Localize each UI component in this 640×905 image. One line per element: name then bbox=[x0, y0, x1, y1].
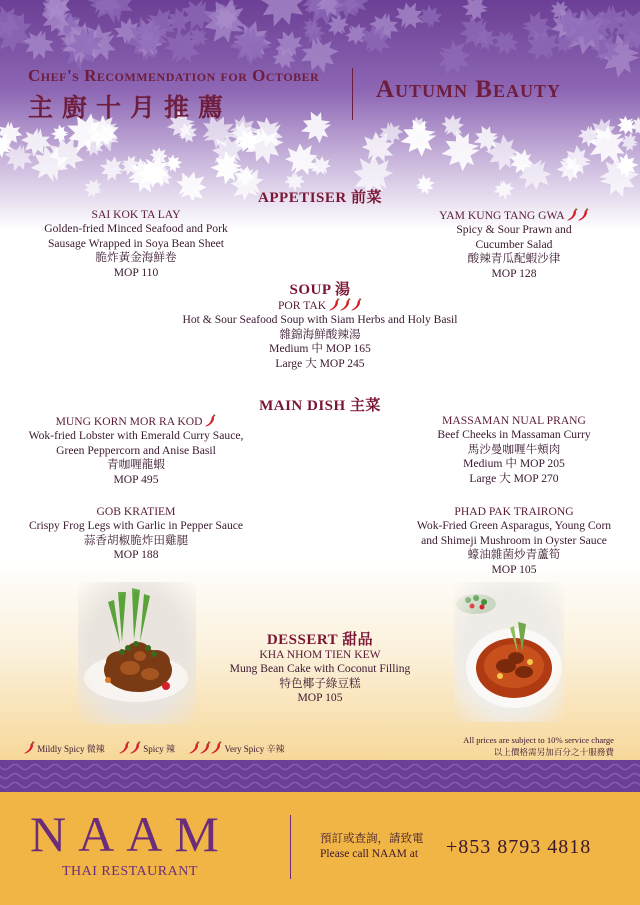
call-text-en: Please call NAAM at bbox=[320, 848, 419, 860]
item-desc: Green Peppercorn and Anise Basil bbox=[56, 443, 216, 457]
service-charge-note bbox=[463, 734, 614, 758]
item-name-zh: 特色椰子綠豆糕 bbox=[279, 676, 361, 690]
chili-icon bbox=[189, 744, 222, 754]
item-name-zh: 雜錦海鮮酸辣湯 bbox=[279, 327, 361, 341]
item-name: YAM KUNG TANG GWA bbox=[439, 209, 564, 222]
item-name-zh: 馬沙曼咖喱牛頰肉 bbox=[467, 442, 561, 456]
item-name: SAI KOK TA LAY bbox=[91, 208, 181, 221]
item-name-zh: 青咖喱龍蝦 bbox=[107, 458, 165, 472]
item-desc: Hot & Sour Seafood Soup with Siam Herbs and Holy Basil bbox=[182, 313, 458, 327]
item-price: MOP 110 bbox=[113, 265, 159, 279]
item-desc: Beef Cheeks in Massaman Curry bbox=[437, 428, 591, 442]
item-desc: Golden-fried Minced Seafood and Pork bbox=[44, 222, 228, 236]
item-price: MOP 105 bbox=[297, 691, 343, 705]
item-name: POR TAK bbox=[277, 299, 327, 312]
item-desc: Crispy Frog Legs with Garlic in Pepper Sauce bbox=[28, 519, 244, 533]
item-price-medium: Medium 中 MOP 165 bbox=[269, 342, 371, 356]
item-name-zh: 酸辣青瓜配蝦沙律 bbox=[467, 252, 561, 266]
dish-photo-frog-legs bbox=[78, 582, 196, 724]
item-desc: Sausage Wrapped in Soya Bean Sheet bbox=[47, 236, 225, 250]
item-desc: and Shimeji Mushroom in Oyster Sauce bbox=[421, 533, 607, 547]
call-text bbox=[320, 832, 424, 862]
item-price: MOP 105 bbox=[491, 562, 537, 576]
item-name: MUNG KORN MOR RA KOD bbox=[55, 415, 203, 428]
item-name-zh: 蒜香胡椒脆炸田雞腿 bbox=[83, 533, 189, 547]
section-title-appetiser: APPETISER 前菜 bbox=[258, 190, 382, 206]
menu-item-massaman-nual-prang bbox=[392, 414, 636, 486]
chili-icon bbox=[567, 209, 589, 222]
item-name: KHA NHOM TIEN KEW bbox=[259, 648, 381, 661]
item-desc: Wok-Fried Green Asparagus, Young Corn bbox=[416, 519, 612, 533]
item-name: GOB KRATIEM bbox=[96, 505, 176, 518]
section-title-main-dish: MAIN DISH 主菜 bbox=[259, 398, 381, 414]
item-name: PHAD PAK TRAIRONG bbox=[454, 505, 574, 518]
item-desc: Cucumber Salad bbox=[475, 237, 553, 251]
spice-legend bbox=[24, 741, 297, 755]
wave-pattern bbox=[0, 765, 640, 770]
legend-spicy: Spicy 辣 bbox=[143, 744, 176, 754]
header-title-en: Chef's Recommendation for October bbox=[28, 66, 320, 85]
note-en: All prices are subject to 10% service charge bbox=[463, 735, 614, 745]
menu-item-sai-kok-ta-lay bbox=[8, 208, 264, 280]
phone-number[interactable]: +853 8793 4818 bbox=[446, 836, 592, 858]
dish-photo-massaman-curry bbox=[454, 582, 564, 722]
item-price-large: Large 大 MOP 270 bbox=[469, 471, 559, 485]
header-left bbox=[28, 66, 319, 124]
maple-leaf-icon bbox=[438, 128, 483, 174]
item-desc: Wok-fried Lobster with Emerald Curry Sauce, bbox=[28, 429, 244, 443]
menu-item-phad-pak-trairong bbox=[392, 505, 636, 577]
menu-item-kha-nhom-tien-kew bbox=[190, 648, 450, 706]
header-divider bbox=[352, 68, 353, 120]
wave-pattern bbox=[0, 783, 640, 788]
maple-leaf-icon bbox=[51, 124, 69, 143]
maple-leaf-icon bbox=[460, 0, 489, 23]
item-name-zh: 脆炸黃金海鮮卷 bbox=[95, 251, 177, 265]
item-price-large: Large 大 MOP 245 bbox=[275, 356, 365, 370]
chili-icon bbox=[119, 744, 141, 754]
menu-item-mung-korn-mor-ra-kod bbox=[4, 414, 268, 487]
wave-pattern bbox=[0, 774, 640, 779]
menu-item-por-tak bbox=[120, 298, 520, 371]
maple-leaf-icon bbox=[417, 3, 444, 29]
header-title-zh: 主廚十月推薦 bbox=[28, 95, 233, 122]
section-title-soup: SOUP 湯 bbox=[289, 282, 351, 298]
chili-icon bbox=[24, 744, 35, 754]
footer-divider bbox=[290, 815, 291, 879]
chili-icon bbox=[329, 299, 362, 312]
menu-item-yam-kung-tang-gwa bbox=[394, 208, 634, 281]
maple-leaf-icon bbox=[96, 153, 127, 185]
item-price: MOP 188 bbox=[113, 548, 159, 562]
item-price-medium: Medium 中 MOP 205 bbox=[463, 457, 565, 471]
item-desc: Spicy & Sour Prawn and bbox=[456, 223, 572, 237]
brand-subtitle: THAI RESTAURANT bbox=[62, 864, 198, 879]
call-text-zh: 預訂或查詢，請致電 bbox=[320, 833, 424, 845]
item-name-zh: 蠔油雜菌炒青蘆筍 bbox=[467, 548, 561, 562]
section-title-dessert: DESSERT 甜品 bbox=[266, 632, 374, 648]
menu-item-gob-kratiem bbox=[4, 505, 268, 563]
header-theme: Autumn Beauty bbox=[376, 76, 561, 103]
chili-icon bbox=[205, 415, 216, 428]
brand-logo: NAAM bbox=[30, 806, 231, 862]
item-price: MOP 128 bbox=[491, 266, 537, 280]
maple-leaf-icon bbox=[252, 0, 312, 35]
note-zh: 以上價格需另加百分之十服務費 bbox=[493, 747, 614, 757]
item-desc: Mung Bean Cake with Coconut Filling bbox=[229, 662, 411, 676]
item-price: MOP 495 bbox=[113, 472, 159, 486]
legend-very-spicy: Very Spicy 辛辣 bbox=[224, 744, 285, 754]
legend-mild: Mildly Spicy 微辣 bbox=[37, 744, 105, 754]
footer-purple-band bbox=[0, 760, 640, 792]
item-name: MASSAMAN NUAL PRANG bbox=[442, 414, 586, 427]
